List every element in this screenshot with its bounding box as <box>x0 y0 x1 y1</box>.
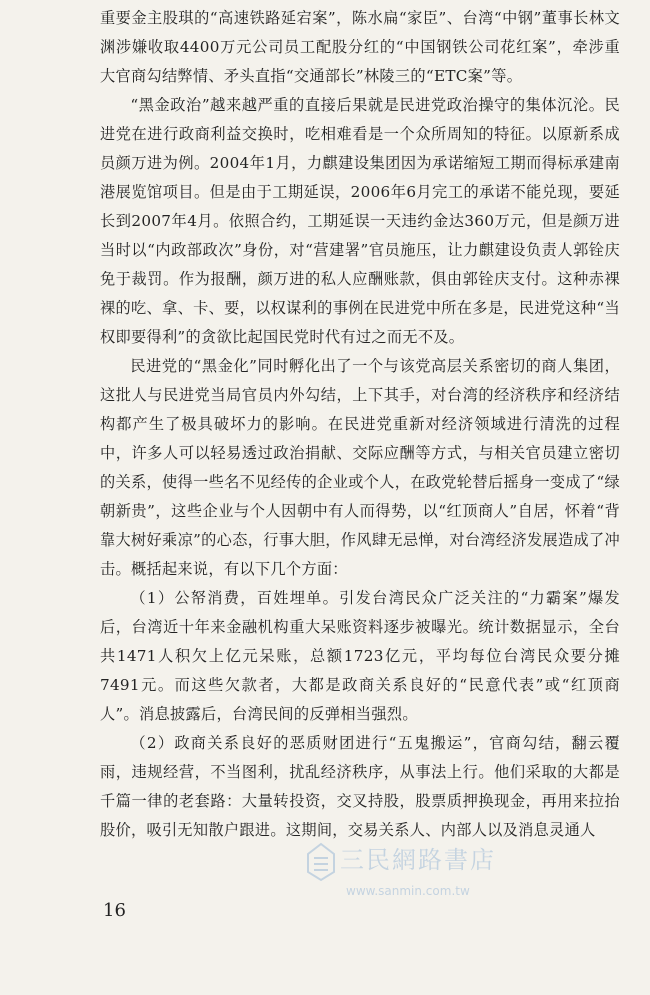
bookstore-logo-icon <box>306 842 336 882</box>
paragraph-2: “黑金政治”越来越严重的直接后果就是民进党政治操守的集体沉沦。民进党在进行政商利益交换时，吃相难看是一个众所周知的特征。以原新系成员颜万进为例。2004年1月，力麒建设集团因为承诺缩短工期而得标承建南港展览馆项目。但是由于工期延误，2006年6月完工的承诺不能兑现，要延长到2007年4月。依照合约，工期延误一天违约金达360万元，但是颜万进当时以“内政部政次”身份，对“营建署”官员施压，让力麒建设负责人郭铨庆免于裁罚。作为报酬，颜万进的私人应酬账款，俱由郭铨庆支付。这种赤裸裸的吃、拿、卡、要，以权谋利的事例在民进党中所在多是，民进党这种“当权即要得利”的贪欲比起国民党时代有过之而无不及。 <box>100 96 620 346</box>
watermark-url: www.sanmin.com.tw <box>346 884 470 898</box>
paragraph-3: 民进党的“黑金化”同时孵化出了一个与该党高层关系密切的商人集团，这批人与民进党当局官员内外勾结，上下其手，对台湾的经济秩序和经济结构都产生了极具破坏力的影响。在民进党重新对经济领域进行清洗的过程中，许多人可以轻易透过政治捐献、交际应酬等方式，与相关官员建立密切的关系，使得一些名不见经传的企业或个人，在政党轮替后摇身一变成了“绿朝新贵”，这些企业与个人因朝中有人而得势，以“红顶商人”自居，怀着“背靠大树好乘凉”的心态，行事大胆，作风肆无忌惮，对台湾经济发展造成了冲击。概括起来说，有以下几个方面： <box>100 357 620 578</box>
paragraph-4: （1）公帑消费，百姓埋单。引发台湾民众广泛关注的“力霸案”爆发后，台湾近十年来金融机构重大呆账资料逐步被曝光。统计数据显示，全台共1471人积欠上亿元呆账，总额1723亿元，平均每位台湾民众要分摊7491元。而这些欠款者，大都是政商关系良好的“民意代表”或“红顶商人”。消息披露后，台湾民间的反弹相当强烈。 <box>100 589 620 723</box>
watermark-title: 三民網路書店 <box>340 846 496 874</box>
watermark <box>306 840 516 908</box>
paragraph-1: 重要金主股琪的“高速铁路延宕案”，陈水扁“家臣”、台湾“中钢”董事长林文渊涉嫌收取4400万元公司员工配股分红的“中国钢铁公司花红案”，牵涉重大官商勾结弊情、矛头直指“交通部长”林陵三的“ETC案”等。 <box>100 9 620 85</box>
paragraph-5: （2）政商关系良好的恶质财团进行“五鬼搬运”，官商勾结，翻云覆雨，违规经营，不当图利，扰乱经济秩序，从事法上行。他们采取的大都是千篇一律的老套路：大量转投资，交叉持股，股票质押换现金，再用来拉抬股价，吸引无知散户跟进。这期间，交易关系人、内部人以及消息灵通人 <box>100 734 620 839</box>
page-number: 16 <box>103 900 126 921</box>
body-text <box>100 4 620 845</box>
